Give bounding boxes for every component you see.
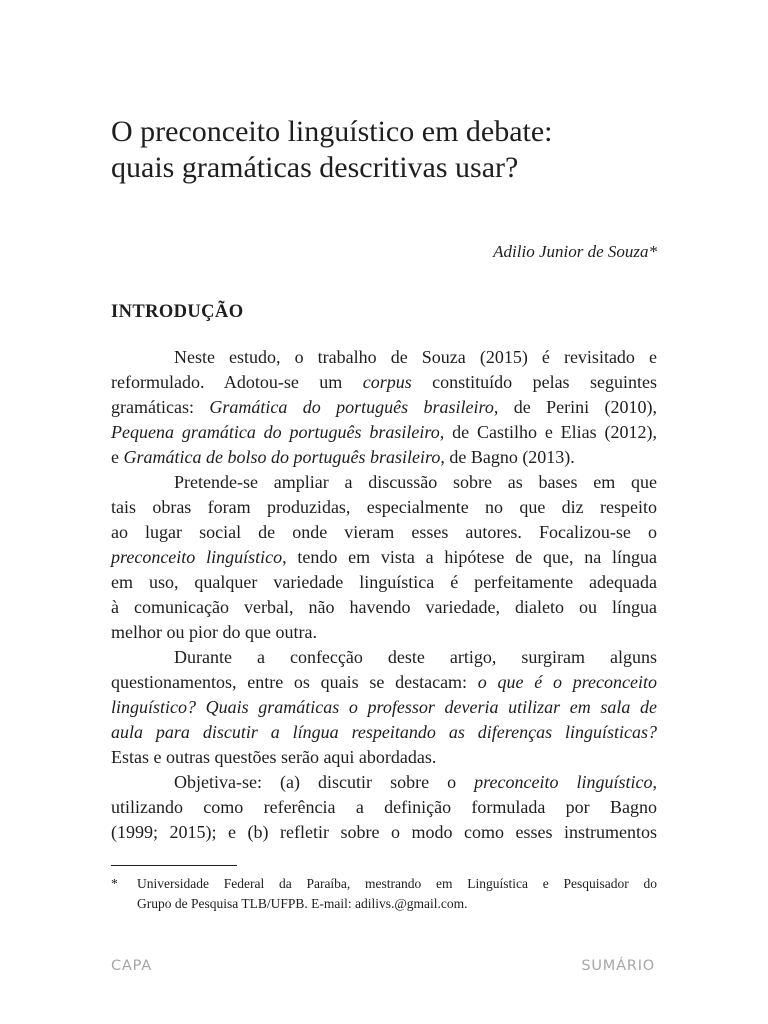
text-line — [111, 795, 657, 820]
text-run: tais obras foram produzidas, especialmente no que diz respeito — [111, 497, 657, 517]
text-line — [111, 470, 657, 495]
text-run: utilizando como referência a definição formulada por Bagno — [111, 797, 657, 817]
article-title — [111, 114, 671, 186]
section-heading: INTRODUÇÃO — [111, 302, 244, 322]
footnote-text — [137, 874, 657, 914]
title-line-2: quais gramáticas descritivas usar? — [111, 151, 519, 184]
italic-text: preconceito linguístico — [111, 547, 283, 567]
text-run: em uso, qualquer variedade linguística é perfeitamente adequada — [111, 572, 657, 592]
footnote-line-2: Grupo de Pesquisa TLB/UFPB. E-mail: adilivs.@gmail.com. — [137, 896, 468, 911]
text-line — [111, 545, 657, 570]
text-line — [111, 770, 657, 795]
italic-text: Gramática de bolso do português brasileiro — [123, 447, 441, 467]
italic-text: corpus — [362, 372, 412, 392]
footnote-line-1: Universidade Federal da Paraíba, mestrando em Linguística e Pesquisador do — [137, 876, 657, 891]
text-run: melhor ou pior do que outra. — [111, 622, 317, 642]
text-run: Estas e outras questões serão aqui abordadas. — [111, 747, 437, 767]
text-line — [111, 645, 657, 670]
text-line — [111, 520, 657, 545]
text-line — [111, 395, 657, 420]
paragraph — [111, 770, 657, 845]
author-name: Adilio Junior de Souza* — [493, 242, 657, 261]
text-line — [111, 720, 657, 745]
text-run: , de Perini (2010), — [493, 397, 657, 417]
text-run: , de Bagno (2013). — [440, 447, 575, 467]
title-line-1: O preconceito linguístico em debate: — [111, 115, 553, 148]
sumario-link[interactable]: SUMÁRIO — [581, 958, 655, 974]
text-run: reformulado. Adotou-se um — [111, 372, 363, 392]
text-run: , de Castilho e Elias (2012), — [439, 422, 657, 442]
italic-text: Pequena gramática do português brasileiro — [111, 422, 440, 442]
text-run: à comunicação verbal, não havendo variedade, dialeto ou língua — [111, 597, 657, 617]
text-run: e — [111, 447, 124, 467]
text-line — [111, 670, 657, 695]
text-run: ao lugar social de onde vieram esses autores. Focalizou-se o — [111, 522, 657, 542]
italic-text: Gramática do português brasileiro — [209, 397, 494, 417]
text-run: (1999; 2015); e (b) refletir sobre o modo como esses instrumentos — [111, 822, 657, 842]
text-run: Durante a confecção deste artigo, surgiram alguns — [174, 647, 657, 667]
italic-text: preconceito linguístico — [474, 772, 653, 792]
paragraph — [111, 470, 657, 645]
text-run: Pretende-se ampliar a discussão sobre as bases em que — [174, 472, 657, 492]
capa-link[interactable]: CAPA — [111, 958, 152, 974]
paragraph — [111, 645, 657, 770]
text-run: gramáticas: — [111, 397, 210, 417]
text-run: questionamentos, entre os quais se destacam: — [111, 672, 478, 692]
text-line — [111, 570, 657, 595]
text-line — [111, 370, 657, 395]
text-run: constituído pelas seguintes — [411, 372, 657, 392]
text-line — [111, 495, 657, 520]
italic-text: linguístico? Quais gramáticas o professor deveria utilizar em sala de — [111, 697, 657, 717]
text-run: , — [652, 772, 657, 792]
footnote-mark: * — [111, 876, 118, 891]
text-run: , tendo em vista a hipótese de que, na língua — [282, 547, 657, 567]
text-run: Objetiva-se: (a) discutir sobre o — [174, 772, 475, 792]
italic-text: o que é o preconceito — [477, 672, 657, 692]
italic-text: aula para discutir a língua respeitando as diferenças linguísticas? — [111, 722, 657, 742]
text-line — [111, 595, 657, 620]
text-line — [111, 745, 657, 770]
body-text — [111, 345, 657, 845]
text-line — [111, 620, 657, 645]
text-line — [111, 445, 657, 470]
footnote-divider — [111, 865, 237, 866]
paragraph — [111, 345, 657, 470]
text-line — [111, 820, 657, 845]
text-line — [111, 345, 657, 370]
footnote — [111, 874, 657, 914]
text-line — [111, 695, 657, 720]
text-run: Neste estudo, o trabalho de Souza (2015) é revisitado e — [174, 347, 657, 367]
text-line — [111, 420, 657, 445]
